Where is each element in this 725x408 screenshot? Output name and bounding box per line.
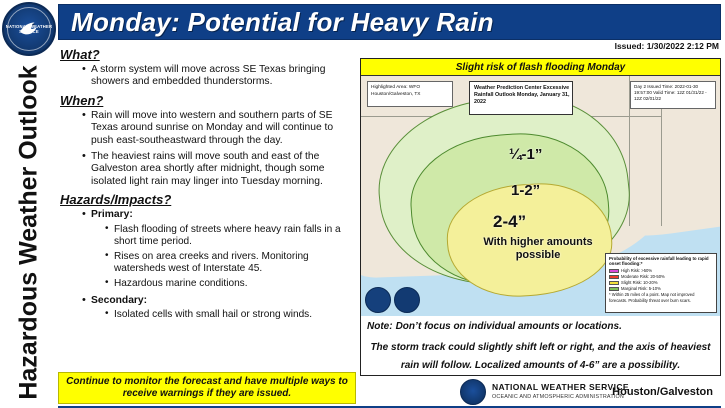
state-border bbox=[661, 106, 662, 226]
note-text: Don’t focus on individual amounts or locations. bbox=[395, 320, 622, 332]
map-panel bbox=[360, 58, 721, 376]
nws-logo-text: NATIONAL WEATHER SERVICE bbox=[5, 24, 53, 34]
secondary-sub-list bbox=[105, 309, 348, 321]
legend-row-marginal bbox=[609, 286, 713, 292]
list-item: • Hazardous marine conditions. bbox=[105, 278, 348, 290]
primary-sub-list bbox=[105, 224, 348, 291]
primary-label: Primary: bbox=[91, 209, 133, 221]
page-title: Monday: Potential for Heavy Rain bbox=[71, 6, 494, 37]
highlighted-area-box: Highlighted Area: WFO Houston/Galveston, TX bbox=[367, 81, 453, 107]
list-item: • The heaviest rains will move south and east of the Galveston area shortly after midnight, though some isolated light rain may linger into Tuesday morning. bbox=[82, 151, 348, 188]
header-bar bbox=[58, 4, 721, 40]
secondary-label: Secondary: bbox=[91, 294, 148, 306]
nws-logo bbox=[2, 2, 56, 56]
left-rail bbox=[0, 0, 58, 408]
excessive-rainfall-outlook-map bbox=[361, 76, 720, 316]
map-note-line bbox=[361, 317, 720, 335]
list-item: • Isolated cells with small hail or strong winds. bbox=[105, 309, 348, 321]
vertical-title-text: Hazardous Weather Outlook bbox=[14, 64, 43, 400]
list-item: • Rain will move into western and southern parts of SE Texas around sunrise on Monday and will continue to push east-southeastward through the day. bbox=[82, 110, 348, 147]
legend-label-moderate: Moderate Risk: 20-50% bbox=[621, 273, 665, 279]
map-banner-text: Slight risk of flash flooding Monday bbox=[455, 61, 626, 73]
call-to-action-callout bbox=[58, 372, 356, 404]
issued-timestamp: Issued: 1/30/2022 2:12 PM bbox=[614, 41, 719, 51]
noaa-seal-icon bbox=[394, 287, 420, 313]
wpc-title-box: Weather Prediction Center Excessive Rainfall Outlook Monday, January 31, 2022 bbox=[469, 81, 573, 115]
when-heading: When? bbox=[60, 92, 104, 108]
legend-label-slight: Slight Risk: 10-20% bbox=[621, 280, 658, 285]
risk-legend bbox=[605, 253, 717, 313]
rain-label-two-to-four: 2-4” bbox=[493, 212, 527, 231]
rain-label-one-to-two: 1-2” bbox=[511, 182, 541, 199]
footer-office: Houston/Galveston bbox=[612, 386, 713, 398]
legend-row-slight bbox=[609, 280, 713, 286]
legend-swatch-marginal bbox=[609, 287, 619, 291]
footer-agency-line1: NATIONAL WEATHER SERVICE bbox=[492, 382, 629, 392]
note-prefix: Note: bbox=[367, 320, 393, 332]
legend-label-high: High Risk: >50% bbox=[621, 267, 653, 273]
legend-swatch-slight bbox=[609, 281, 619, 285]
callout-text: Continue to monitor the forecast and have multiple ways to receive warnings if they are issued. bbox=[66, 376, 348, 399]
what-bullet-list bbox=[72, 64, 356, 89]
hazardous-weather-outlook-title bbox=[0, 62, 58, 402]
map-bottom-note bbox=[361, 335, 720, 375]
list-item bbox=[82, 295, 348, 322]
list-item bbox=[82, 209, 348, 290]
outlook-text-column bbox=[58, 44, 356, 366]
when-bullet-list bbox=[72, 110, 356, 188]
wpc-seal-icon bbox=[365, 287, 391, 313]
footer bbox=[360, 378, 721, 406]
legend-label-marginal: Marginal Risk: 5-10% bbox=[621, 286, 661, 292]
legend-row-high bbox=[609, 268, 713, 274]
list-item: • Rises on area creeks and rivers. Monitoring watersheds west of Interstate 45. bbox=[105, 251, 348, 275]
list-item: • Flash flooding of streets where heavy rain falls in a short time period. bbox=[105, 224, 348, 248]
footer-agency-text bbox=[492, 382, 629, 402]
legend-title: Probability of excessive rainfall leading to rapid onset flooding:* bbox=[609, 256, 709, 267]
list-item: • A storm system will move across SE Texas bringing showers and embedded thunderstorms. bbox=[82, 64, 348, 89]
legend-row-moderate bbox=[609, 274, 713, 280]
legend-swatch-moderate bbox=[609, 275, 619, 279]
what-heading: What? bbox=[60, 47, 100, 62]
hazards-bullet-list bbox=[72, 209, 356, 321]
map-banner bbox=[361, 59, 720, 76]
day2-validtime-box: Day 2 Issued Time: 2022-01-30 19:57:00 Valid Time: 12Z 01/31/22 - 12Z 02/01/22 bbox=[630, 81, 716, 109]
noaa-footer-seal-icon bbox=[460, 379, 486, 405]
footer-agency-line2: OCEANIC AND ATMOSPHERIC ADMINISTRATION bbox=[492, 394, 624, 400]
hazards-heading: Hazards/Impacts? bbox=[60, 192, 172, 208]
rain-label-higher-amounts: With higher amounts possible bbox=[483, 236, 593, 261]
rain-label-quarter-to-one: ¼-1” bbox=[509, 146, 543, 163]
legend-footnote: * Within 25 miles of a point. Map not improved forecasts. Probability threat over burn scars. bbox=[609, 292, 695, 303]
bottom-note-text: The storm track could slightly shift left or right, and the axis of heaviest rain will follow. Localized amounts of 4-6” are a possibility. bbox=[370, 342, 711, 371]
legend-swatch-high bbox=[609, 269, 619, 273]
